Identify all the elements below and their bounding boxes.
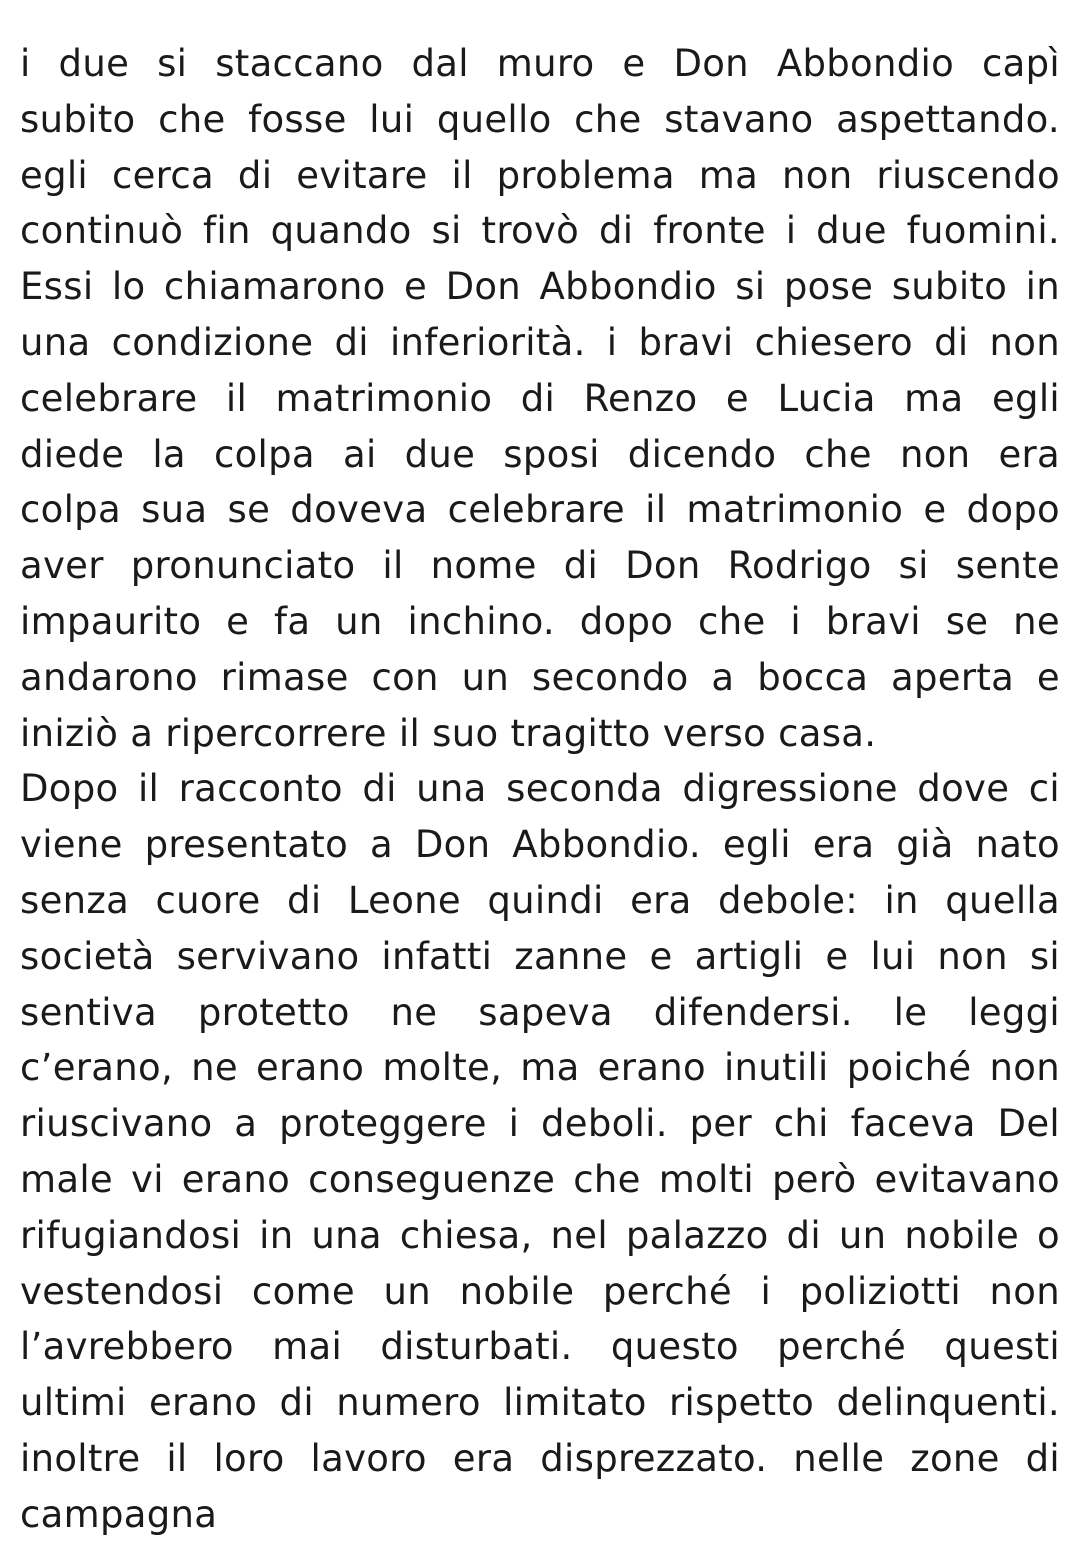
text-line: subito che fosse lui quello che stavano aspettando. [20,97,1060,141]
text-line: andarono rimase con un secondo a bocca aperta e [20,655,1060,699]
text-line: egli cerca di evitare il problema ma non riuscendo [20,153,1060,197]
text-line: i due si staccano dal muro e Don Abbondio capì [20,42,1060,85]
text-line: iniziò a ripercorrere il suo tragitto verso casa. [20,711,877,755]
text-line: Essi lo chiamarono e Don Abbondio si pose subito in [20,265,1060,309]
text-line: Dopo il racconto di una seconda digressione dove ci [20,767,1060,811]
text-line: società servivano infatti zanne e artigli e lui non si [20,934,1060,978]
text-line: continuò fin quando si trovò di fronte i due fuomini. [20,209,1060,253]
text-line: senza cuore di Leone quindi era debole: in quella [20,878,1060,922]
text-line: riuscivano a proteggere i deboli. per chi faceva Del [20,1102,1060,1146]
document-body [20,36,1060,1543]
text-line: diede la colpa ai due sposi dicendo che non era [20,432,1060,476]
text-line: aver pronunciato il nome di Don Rodrigo si sente [20,544,1060,588]
text-line: colpa sua se doveva celebrare il matrimonio e dopo [20,488,1060,532]
text-line: viene presentato a Don Abbondio. egli era già nato [20,823,1060,867]
text-line: vestendosi come un nobile perché i poliziotti non [20,1269,1060,1313]
text-line: campagna [20,1492,218,1536]
text-line: celebrare il matrimonio di Renzo e Lucia ma egli [20,376,1060,420]
text-line: male vi erano conseguenze che molti però evitavano [20,1157,1060,1201]
text-line: sentiva protetto ne sapeva difendersi. le leggi [20,990,1060,1034]
text-line: una condizione di inferiorità. i bravi chiesero di non [20,320,1060,364]
text-line: ultimi erano di numero limitato rispetto delinquenti. [20,1381,1060,1425]
text-line: l’avrebbero mai disturbati. questo perché questi [20,1325,1060,1369]
text-line: c’erano, ne erano molte, ma erano inutili poiché non [20,1046,1060,1090]
text-line: inoltre il loro lavoro era disprezzato. nelle zone di [20,1436,1060,1480]
text-line: rifugiandosi in una chiesa, nel palazzo di un nobile o [20,1213,1060,1257]
text-line: impaurito e fa un inchino. dopo che i bravi se ne [20,599,1060,643]
